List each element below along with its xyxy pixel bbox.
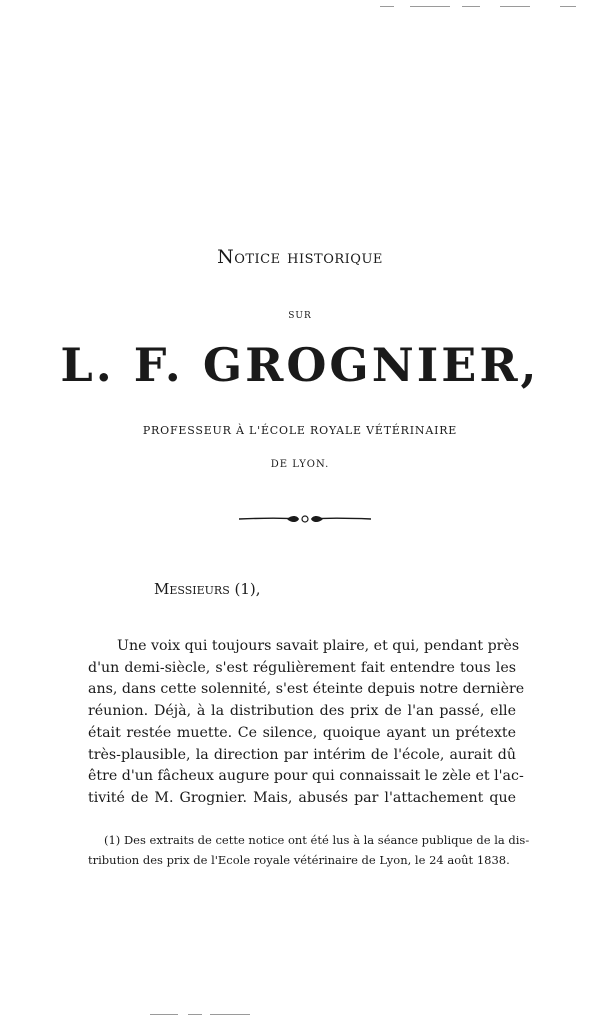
body-line: tivité de M. Grognier. Mais, abusés par l'attachement que — [88, 789, 516, 806]
body-line: Une voix qui toujours savait plaire, et qui, pendant près — [117, 638, 520, 654]
bottom-edge-mark — [210, 1014, 250, 1015]
ornament-divider-icon — [235, 512, 375, 526]
title-name: L. F. GROGNIER, — [60, 338, 540, 392]
footnote-line: tribution des prix de l'Ecole royale vétérinaire de Lyon, le 24 août 1838. — [88, 853, 510, 867]
body-line: très-plausible, la direction par intérim de l'école, aurait dû — [88, 746, 516, 763]
footnote — [88, 830, 530, 870]
body-line: d'un demi-siècle, s'est régulièrement fait entendre tous les — [88, 659, 516, 676]
title-notice: Notice historique — [217, 246, 383, 268]
bottom-edge-mark — [188, 1014, 202, 1015]
bottom-edge-mark — [150, 1014, 178, 1015]
body-line: ans, dans cette solennité, s'est éteinte depuis notre dernière — [88, 681, 525, 698]
body-line: être d'un fâcheux augure pour qui connaissait le zèle et l'ac- — [88, 768, 524, 785]
title-sur: SUR — [288, 311, 312, 321]
top-edge-mark — [410, 6, 450, 7]
footnote-line: (1) Des extraits de cette notice ont été lus à la séance publique de la dis- — [104, 833, 530, 847]
body-paragraph — [88, 636, 525, 810]
top-edge-mark — [462, 6, 480, 7]
top-edge-mark — [500, 6, 530, 7]
body-line: était restée muette. Ce silence, quoique ayant un prétexte — [88, 724, 516, 741]
title-professeur: PROFESSEUR À L'ÉCOLE ROYALE VÉTÉRINAIRE — [142, 424, 458, 437]
top-edge-mark — [560, 6, 576, 7]
salutation: Messieurs (1), — [154, 580, 261, 598]
title-de-lyon: DE LYON. — [270, 459, 330, 470]
body-line: réunion. Déjà, à la distribution des prix de l'an passé, elle — [88, 703, 516, 720]
top-edge-mark — [380, 6, 394, 7]
